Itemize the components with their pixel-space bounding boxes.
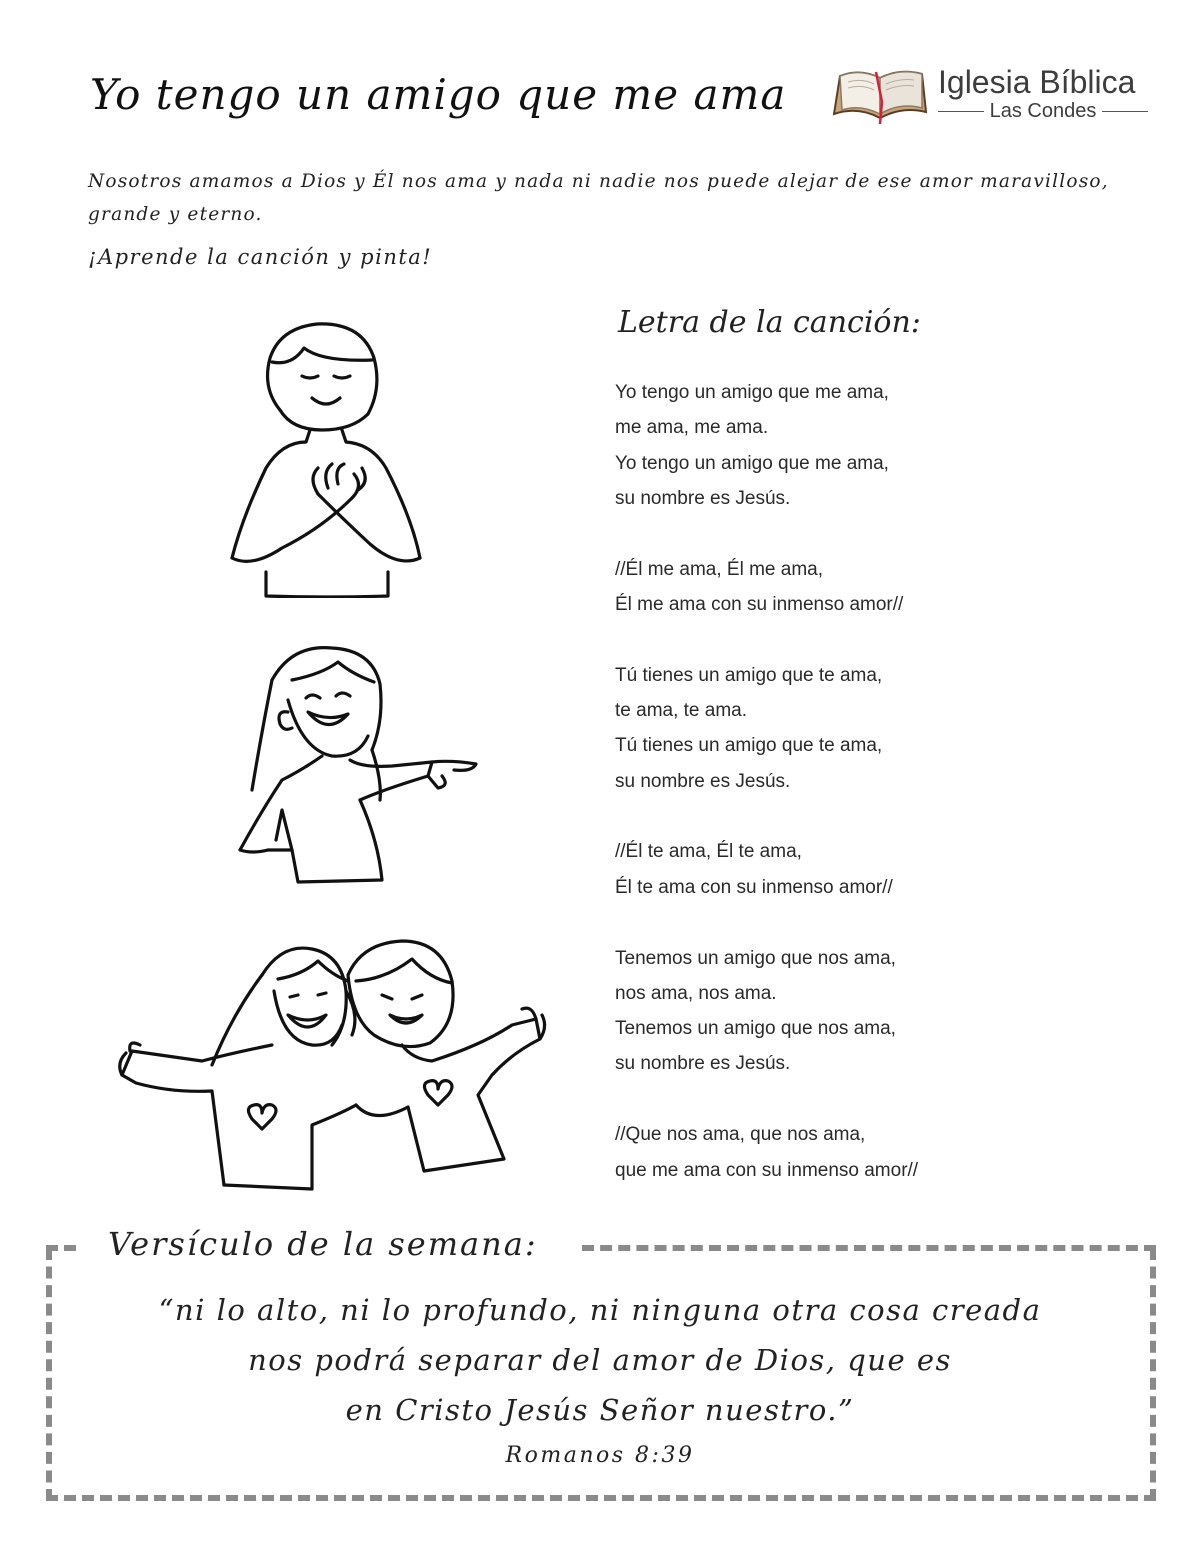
lyrics-line: //Él te ama, Él te ama,	[615, 841, 802, 863]
lyrics-stanza	[615, 375, 1175, 516]
page-title: Yo tengo un amigo que me ama	[90, 70, 787, 119]
lyrics-line: que me ama con su inmenso amor//	[615, 1159, 919, 1181]
lyrics-line: //Que nos ama, que nos ama,	[615, 1124, 866, 1146]
lyrics-line: su nombre es Jesús.	[615, 1053, 791, 1075]
lyrics-line: Tenemos un amigo que nos ama,	[615, 947, 896, 969]
bible-icon	[830, 62, 930, 128]
verse-title: Versículo de la semana:	[108, 1225, 546, 1263]
lyrics-line: Tú tienes un amigo que te ama,	[615, 735, 883, 757]
lyrics-line: Tenemos un amigo que nos ama,	[615, 1018, 896, 1040]
lyrics-line: te ama, te ama.	[615, 700, 748, 722]
divider	[1102, 111, 1148, 112]
child-hugging-self-drawing	[222, 318, 432, 598]
verse-reference: Romanos 8:39	[505, 1443, 695, 1468]
lyrics-line: Él me ama con su inmenso amor//	[615, 593, 904, 615]
verse-line: nos podrá separar del amor de Dios, que es	[248, 1343, 952, 1377]
girl-pointing-drawing	[232, 640, 487, 890]
lyrics-block	[615, 375, 1175, 1223]
verse-line: en Cristo Jesús Señor nuestro.”	[345, 1393, 855, 1427]
verse-text	[60, 1285, 1140, 1435]
lyrics-stanza	[615, 941, 1175, 1082]
church-subtitle-row	[938, 100, 1148, 123]
intro-text: Nosotros amamos a Dios y Él nos ama y nada ni nadie nos puede alejar de ese amor maravilloso, grande y eterno.	[88, 171, 1109, 225]
call-to-action: ¡Aprende la canción y pinta!	[88, 245, 433, 269]
church-name: Iglesia Bíblica	[938, 64, 1136, 100]
lyrics-stanza	[615, 658, 1175, 799]
lyrics-line: Yo tengo un amigo que me ama,	[615, 382, 889, 403]
church-logo	[830, 62, 1160, 128]
lyrics-line: su nombre es Jesús.	[615, 770, 791, 792]
lyrics-line: Yo tengo un amigo que me ama,	[615, 452, 889, 474]
divider	[46, 1245, 76, 1251]
lyrics-line: Tú tienes un amigo que te ama,	[615, 664, 883, 686]
lyrics-title: Letra de la canción:	[618, 305, 921, 340]
church-subtitle: Las Condes	[989, 100, 1097, 122]
lyrics-line: Él te ama con su inmenso amor//	[615, 876, 893, 898]
lyrics-line: su nombre es Jesús.	[615, 487, 791, 509]
lyrics-line: //Él me ama, Él me ama,	[615, 558, 824, 580]
two-children-hugging-drawing	[112, 935, 552, 1195]
lyrics-chorus	[615, 834, 1175, 905]
verse-line: “ni lo alto, ni lo profundo, ni ninguna otra cosa creada	[158, 1293, 1042, 1327]
divider	[938, 111, 984, 112]
lyrics-chorus	[615, 552, 1175, 623]
divider	[582, 1245, 1156, 1251]
lyrics-chorus	[615, 1117, 1175, 1188]
lyrics-line: me ama, me ama.	[615, 417, 769, 439]
lyrics-line: nos ama, nos ama.	[615, 982, 777, 1004]
